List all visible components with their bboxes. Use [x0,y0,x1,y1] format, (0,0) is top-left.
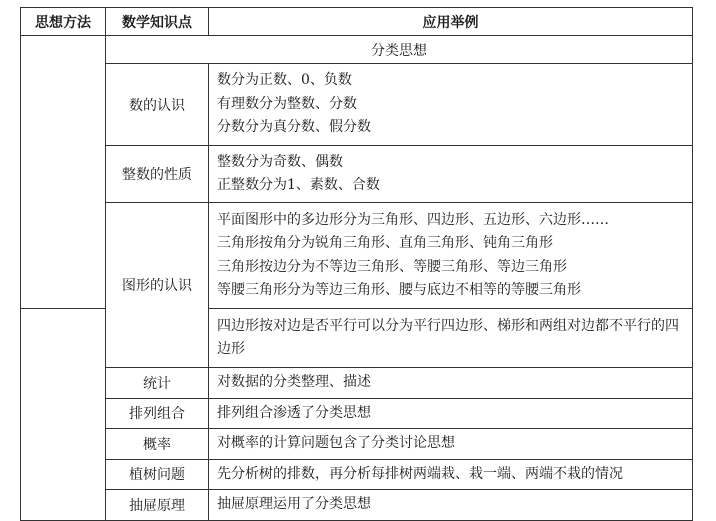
category-row [21,36,693,64]
table-row [21,398,693,429]
topic-cell: 统计 [106,368,209,399]
table-row [21,459,693,490]
example-line: 数分为正数、0、负数 [217,72,352,89]
example-cell [209,459,693,490]
method-cell-lower [21,309,106,521]
example-cell [209,146,693,203]
header-method: 思想方法 [21,8,106,36]
category-label: 分类思想 [106,36,693,64]
header-row [21,8,693,36]
topic-cell: 图形的认识 [106,203,209,368]
topic-cell: 数的认识 [106,64,209,146]
knowledge-table [20,7,693,521]
example-cell [209,490,693,521]
example-line: 先分析树的排数，再分析每排树两端栽、栽一端、两端不栽的情况 [217,465,623,482]
example-cell [209,368,693,399]
example-line: 分数分为真分数、假分数 [217,119,371,136]
example-line: 有理数分为整数、分数 [217,95,357,112]
example-line: 排列组合渗透了分类思想 [217,404,371,421]
header-knowledge-point: 数学知识点 [106,8,209,36]
example-line: 四边形按对边是否平行可以分为平行四边形、梯形和两组对边都不平行的四边形 [217,317,679,357]
table-row [21,64,693,146]
example-cell [209,398,693,429]
table-row [21,429,693,460]
topic-cell: 整数的性质 [106,146,209,203]
example-line: 对概率的计算问题包含了分类讨论思想 [217,435,455,451]
example-line: 三角形按边分为不等边三角形、等腰三角形、等边三角形 [217,258,567,275]
example-cell [209,429,693,460]
example-cell [209,64,693,146]
example-cell [209,309,693,368]
example-line: 平面图形中的多边形分为三角形、四边形、五边形、六边形…… [217,211,609,228]
example-line: 对数据的分类整理、描述 [217,374,371,390]
table-row [21,146,693,203]
example-line: 正整数分为1、素数、合数 [217,177,380,193]
table-row [21,368,693,399]
header-example: 应用举例 [209,8,693,36]
example-cell [209,203,693,309]
topic-cell: 植树问题 [106,459,209,490]
example-line: 等腰三角形分为等边三角形、腰与底边不相等的等腰三角形 [217,282,581,298]
table-row [21,203,693,309]
example-line: 整数分为奇数、偶数 [217,153,343,170]
topic-cell: 抽屉原理 [106,490,209,521]
method-cell-upper [21,36,106,309]
table-row [21,490,693,521]
topic-cell: 概率 [106,429,209,460]
topic-cell: 排列组合 [106,398,209,429]
example-line: 抽屉原理运用了分类思想 [217,496,371,512]
example-line: 三角形按角分为锐角三角形、直角三角形、钝角三角形 [217,235,553,251]
